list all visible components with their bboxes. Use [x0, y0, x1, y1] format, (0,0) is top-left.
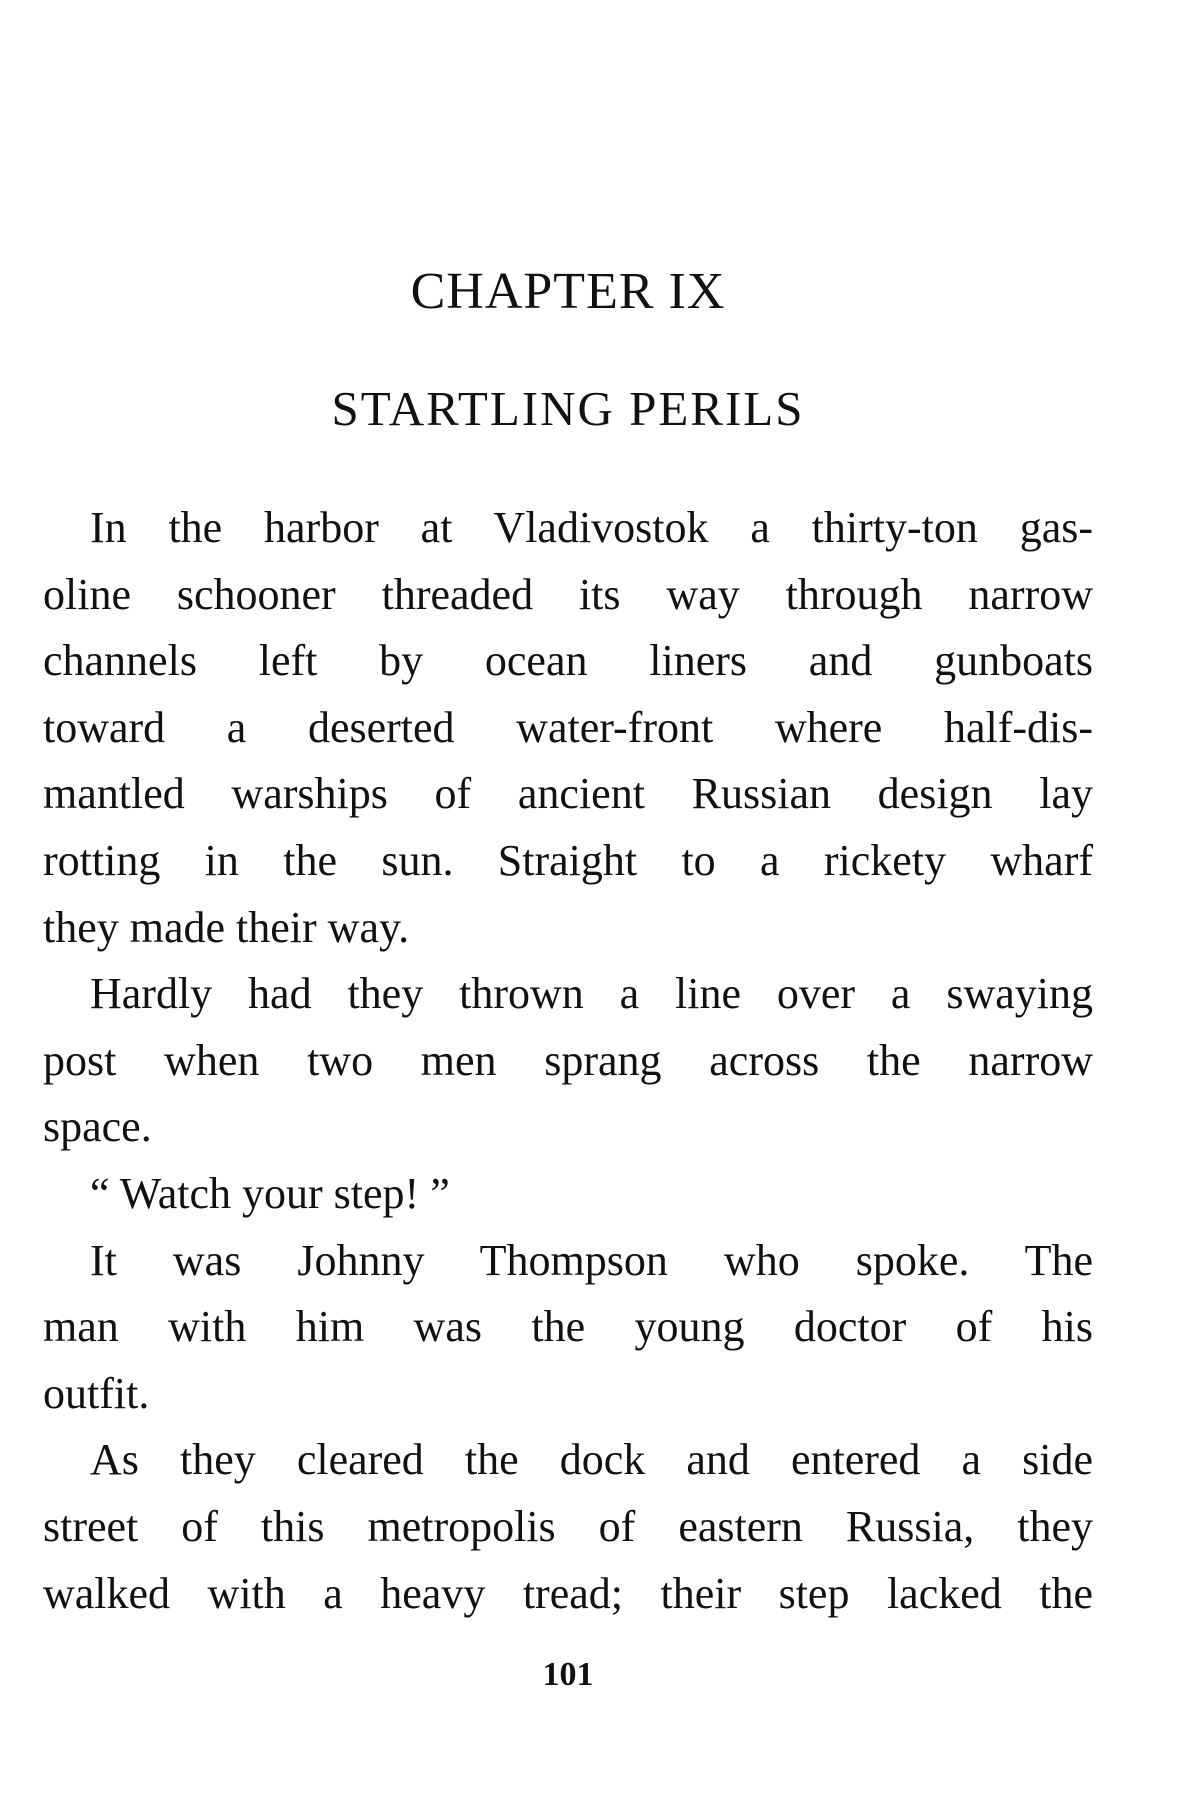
text-line: It was Johnny Thompson who spoke. The [90, 1235, 1093, 1285]
text-line: toward a deserted water-front where half-dis- [43, 702, 1093, 752]
text-line: they made their way. [43, 902, 410, 952]
text-line: Hardly had they thrown a line over a swaying [90, 969, 1093, 1019]
text-line: In the harbor at Vladivostok a thirty-ton gas- [90, 503, 1093, 552]
text-line: As they cleared the dock and entered a side [90, 1435, 1093, 1485]
chapter-number: CHAPTER IX [410, 263, 726, 320]
text-line: “ Watch your step! ” [90, 1168, 450, 1218]
text-line: man with him was the young doctor of his [43, 1302, 1093, 1352]
text-line: rotting in the sun. Straight to a rickety wharf [43, 835, 1093, 885]
text-line: channels left by ocean liners and gunboats [43, 636, 1093, 686]
text-line: oline schooner threaded its way through narrow [43, 569, 1093, 619]
text-line: outfit. [43, 1368, 150, 1418]
body-text [43, 495, 1093, 1627]
text-line: walked with a heavy tread; their step lacked the [43, 1568, 1093, 1618]
text-line: space. [43, 1102, 152, 1152]
chapter-title: STARTLING PERILS [331, 381, 805, 436]
page-number: 101 [542, 1656, 594, 1693]
text-line: street of this metropolis of eastern Russia, they [43, 1501, 1093, 1551]
text-line: mantled warships of ancient Russian design lay [43, 769, 1093, 819]
text-line: post when two men sprang across the narrow [43, 1035, 1093, 1085]
